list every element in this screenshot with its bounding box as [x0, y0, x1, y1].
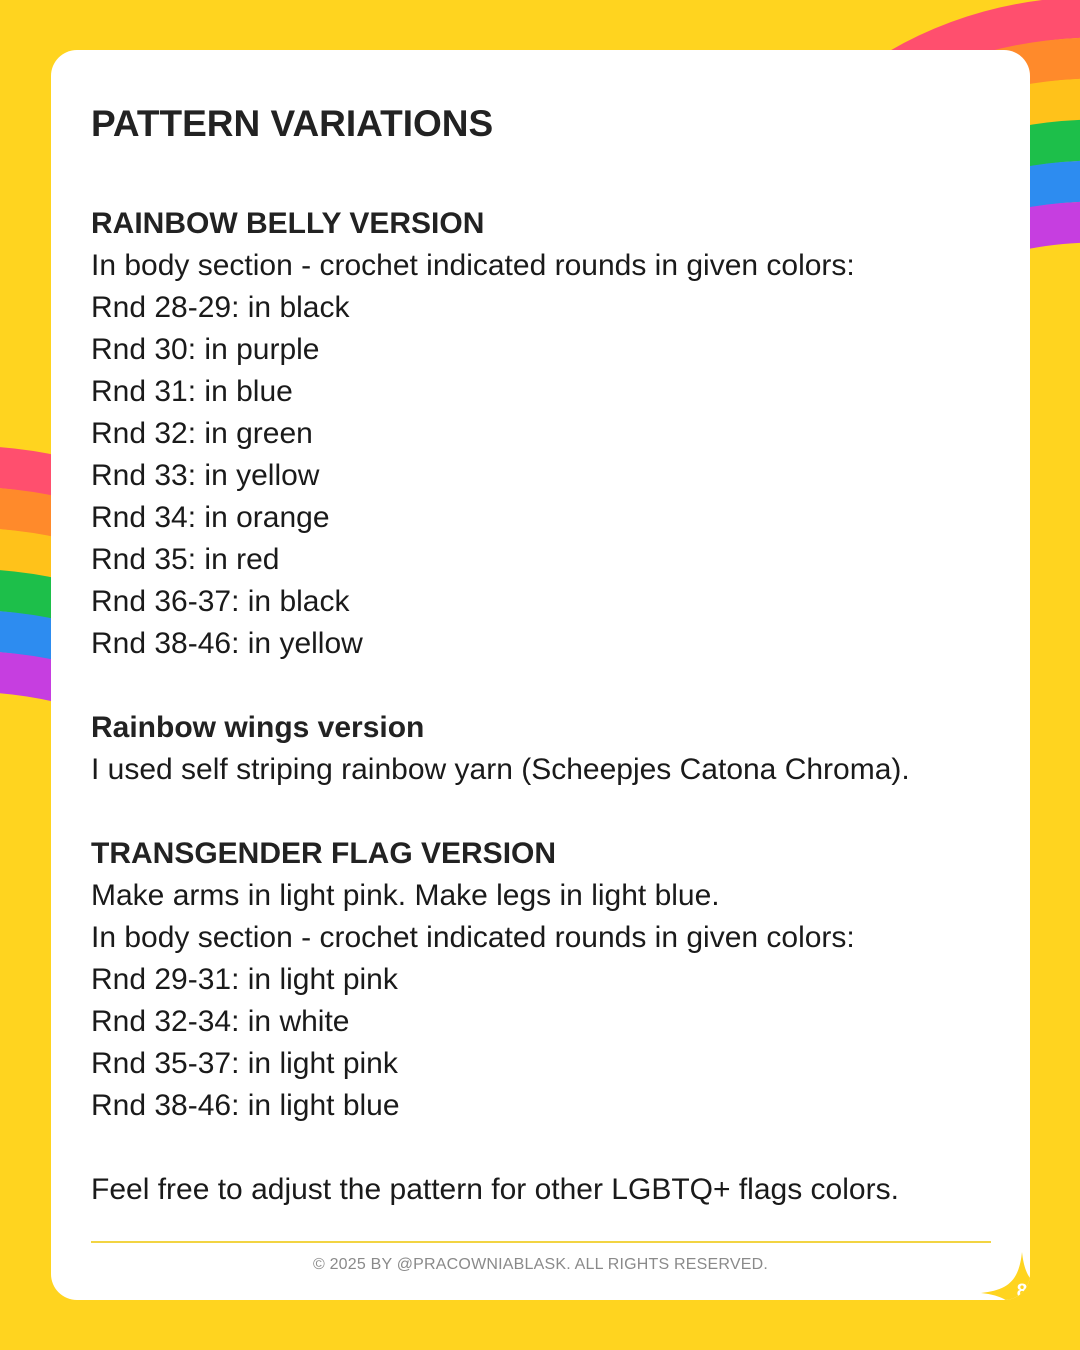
instruction-line: Rnd 29-31: in light pink	[91, 963, 398, 996]
instruction-line: Rnd 32-34: in white	[91, 1005, 350, 1038]
instruction-line: Rnd 34: in orange	[91, 501, 330, 534]
instruction-line: Rnd 35: in red	[91, 543, 280, 576]
instruction-line: Rnd 31: in blue	[91, 375, 293, 408]
instruction-line: Rnd 33: in yellow	[91, 459, 320, 492]
instruction-line: Rnd 35-37: in light pink	[91, 1047, 398, 1080]
instruction-line: Rnd 38-46: in light blue	[91, 1089, 400, 1122]
page-number: 8	[1016, 1281, 1028, 1300]
instruction-line: In body section - crochet indicated rounds in given colors:	[91, 921, 855, 954]
rainbow-wings-section	[91, 707, 991, 791]
instruction-line: I used self striping rainbow yarn (Scheepjes Catona Chroma).	[91, 753, 910, 786]
instruction-line: Make arms in light pink. Make legs in light blue.	[91, 879, 720, 912]
page-title: PATTERN VARIATIONS	[91, 103, 494, 144]
rainbow-belly-section	[91, 203, 991, 665]
copyright-notice: © 2025 BY @PRACOWNIABLASK. ALL RIGHTS RESERVED.	[312, 1256, 769, 1273]
instruction-line: Rnd 28-29: in black	[91, 291, 350, 324]
instruction-line: Rnd 30: in purple	[91, 333, 320, 366]
content-card	[51, 50, 1030, 1300]
closing-note	[91, 1169, 991, 1211]
transgender-flag-section	[91, 833, 991, 1127]
section-heading: TRANSGENDER FLAG VERSION	[91, 837, 557, 870]
closing-line: Feel free to adjust the pattern for other LGBTQ+ flags colors.	[91, 1173, 899, 1206]
instruction-line: Rnd 38-46: in yellow	[91, 627, 363, 660]
instruction-line: Rnd 32: in green	[91, 417, 313, 450]
instruction-line: Rnd 36-37: in black	[91, 585, 350, 618]
section-heading: RAINBOW BELLY VERSION	[91, 207, 485, 240]
section-heading: Rainbow wings version	[91, 711, 425, 744]
instruction-line: In body section - crochet indicated rounds in given colors:	[91, 249, 855, 282]
footer-divider	[91, 1241, 991, 1243]
